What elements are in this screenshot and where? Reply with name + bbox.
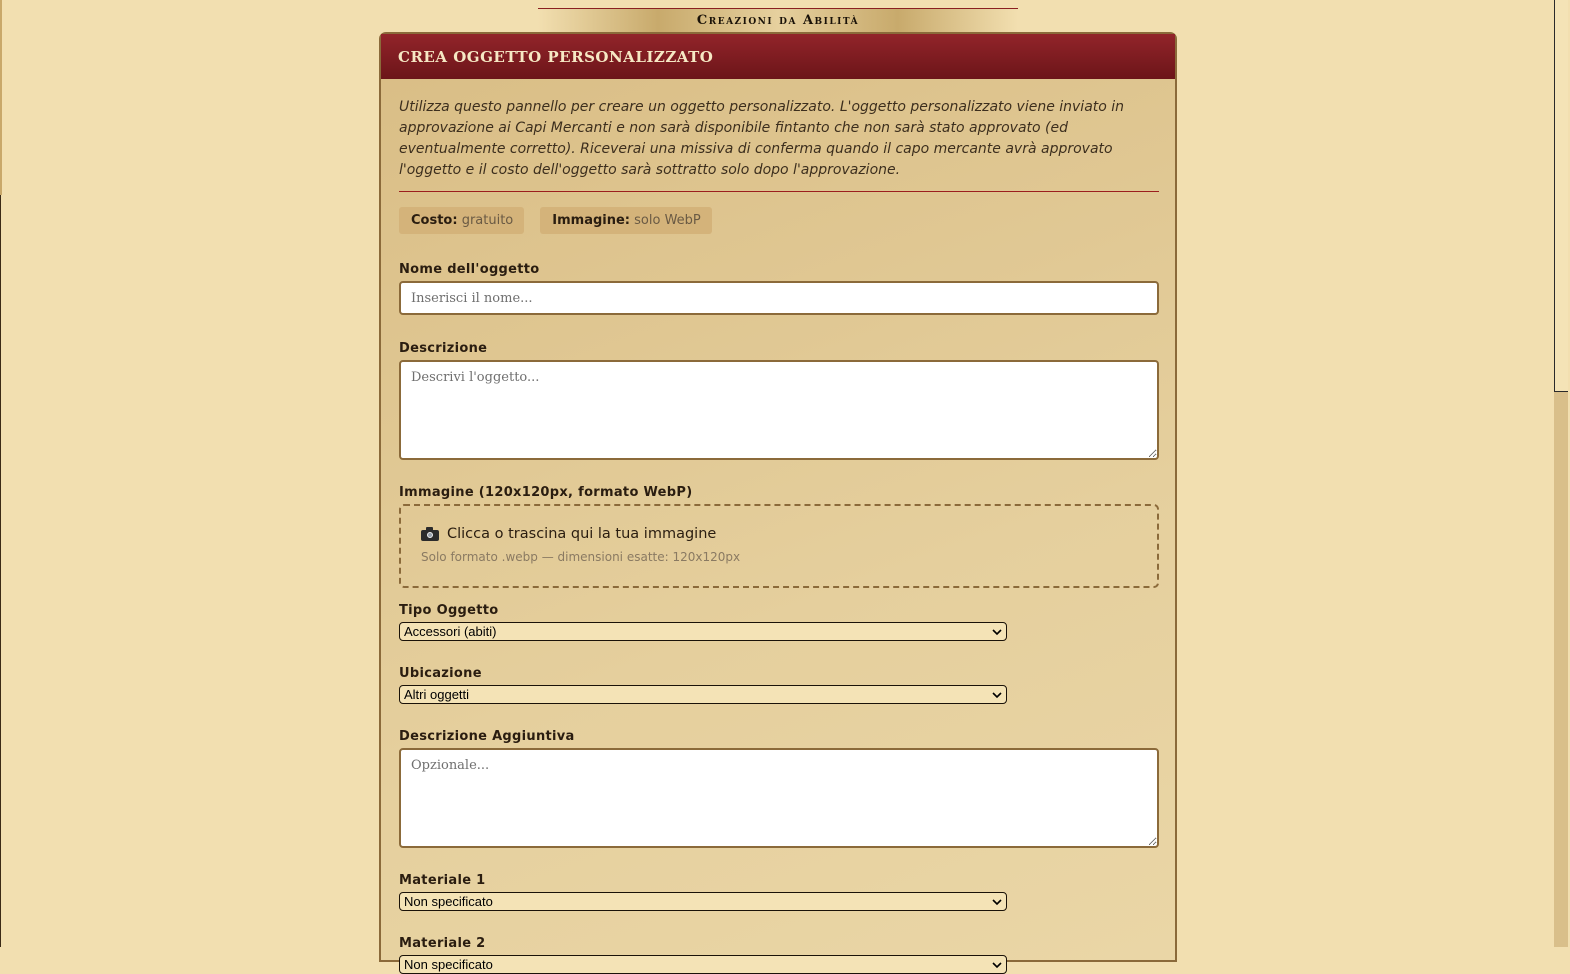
page-edge-dark (0, 195, 1, 947)
material1-field-group (399, 873, 1007, 911)
name-label: Nome dell'oggetto (399, 262, 540, 277)
divider (399, 191, 1159, 192)
extra-description-field-group (399, 729, 1159, 848)
cost-label: Costo: (411, 213, 458, 228)
image-badge (540, 207, 711, 234)
image-field-group (399, 485, 1159, 588)
image-upload-label: Immagine (120x120px, formato WebP) (399, 485, 693, 500)
type-field-group (399, 603, 1007, 641)
location-select-value: Altri oggetti (404, 687, 470, 702)
location-select[interactable] (399, 685, 1007, 704)
image-label: Immagine: (552, 213, 630, 228)
cost-badge (399, 207, 524, 234)
scrollbar-thumb[interactable] (1554, 392, 1568, 947)
description-label: Descrizione (399, 341, 488, 356)
material1-select[interactable] (399, 892, 1007, 911)
panel-header (381, 34, 1175, 79)
location-field-group (399, 666, 1007, 704)
scrollbar-track[interactable] (1554, 0, 1568, 392)
chevron-down-icon (992, 690, 1002, 700)
material2-field-group (399, 936, 1007, 974)
section-title: Creazioni da Abilità (696, 13, 860, 28)
cost-value: gratuito (461, 213, 514, 228)
dropzone-main (421, 526, 1157, 542)
material1-label: Materiale 1 (399, 873, 486, 888)
image-value: solo WebP (634, 213, 701, 228)
description-textarea[interactable] (399, 360, 1159, 460)
dropzone-text: Clicca o trascina qui la tua immagine (447, 526, 717, 542)
location-label: Ubicazione (399, 666, 482, 681)
material2-label: Materiale 2 (399, 936, 486, 951)
create-item-panel (379, 32, 1177, 972)
image-dropzone[interactable] (399, 504, 1159, 588)
intro-text: Utilizza questo pannello per creare un oggetto personalizzato. L'oggetto personalizzato viene inviato in approvazione ai Capi Mercanti e non sarà disponibile fintanto che non sarà stato approvato (ed eventualmente corretto). Riceverai una missiva di conferma quando il capo mercante avrà approvato l'oggetto e il costo dell'oggetto sarà sottratto solo dopo l'approvazione. (399, 99, 1125, 178)
dropzone-hint: Solo formato .webp — dimensioni esatte: 120x120px (421, 550, 741, 564)
extra-description-textarea[interactable] (399, 748, 1159, 848)
extra-description-label: Descrizione Aggiuntiva (399, 729, 575, 744)
section-header (538, 8, 1018, 33)
type-select-value: Accessori (abiti) (404, 624, 497, 639)
material1-select-value: Non specificato (404, 894, 493, 909)
chevron-down-icon (992, 960, 1002, 970)
name-field-group (399, 262, 1159, 315)
chevron-down-icon (992, 897, 1002, 907)
camera-icon (421, 527, 439, 541)
info-badges (399, 207, 1157, 234)
type-label: Tipo Oggetto (399, 603, 499, 618)
panel-title: CREA OGGETTO PERSONALIZZATO (398, 47, 714, 66)
chevron-down-icon (992, 627, 1002, 637)
panel-body (381, 97, 1175, 972)
page-edge (0, 0, 2, 195)
scrollbar[interactable] (1554, 0, 1568, 947)
name-input[interactable] (399, 281, 1159, 315)
material2-select[interactable] (399, 955, 1007, 974)
material2-select-value: Non specificato (404, 957, 493, 972)
description-field-group (399, 341, 1159, 460)
type-select[interactable] (399, 622, 1007, 641)
